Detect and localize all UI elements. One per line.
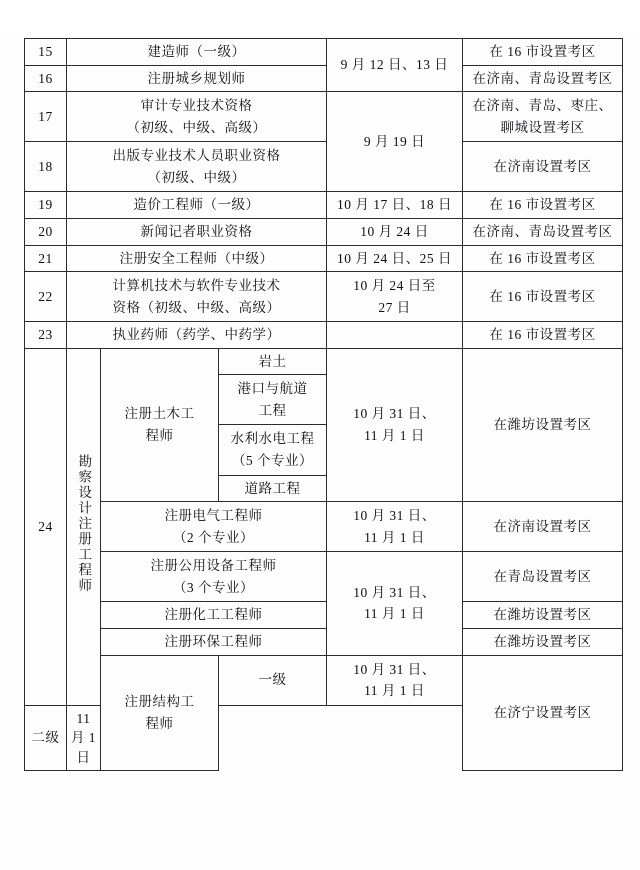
- group-vertical-label-text: 勘察设计注册工程师: [76, 454, 92, 594]
- exam-region: 在青岛设置考区: [463, 552, 623, 602]
- exam-region: 在潍坊设置考区: [463, 348, 623, 501]
- document-page: [0, 38, 640, 870]
- exam-name: 审计专业技术资格 （初级、中级、高级）: [67, 92, 327, 142]
- row-number: 22: [25, 272, 67, 322]
- exam-name: 新闻记者职业资格: [67, 218, 327, 245]
- table-row: [25, 142, 623, 192]
- exam-date: 10 月 31 日、 11 月 1 日: [327, 502, 463, 552]
- table-row: [25, 65, 623, 92]
- row-number: 24: [25, 348, 67, 705]
- sub-exam-name: 注册电气工程师 （2 个专业）: [101, 502, 327, 552]
- table-row: [25, 552, 623, 602]
- exam-region: 在济南、青岛设置考区: [463, 218, 623, 245]
- row-number: 21: [25, 245, 67, 272]
- row-number: 20: [25, 218, 67, 245]
- exam-region: 在济南设置考区: [463, 502, 623, 552]
- sub-exam-spec: 港口与航道 工程: [219, 375, 327, 425]
- table-row: [25, 502, 623, 552]
- exam-date: 10 月 24 日、25 日: [327, 245, 463, 272]
- exam-region: 在潍坊设置考区: [463, 602, 623, 629]
- table-row: [25, 92, 623, 142]
- table-row: [25, 655, 623, 705]
- sub-exam-name: 注册土木工 程师: [101, 348, 219, 501]
- exam-region: 在 16 市设置考区: [463, 322, 623, 349]
- exam-region: 在 16 市设置考区: [463, 272, 623, 322]
- table-row: [25, 245, 623, 272]
- exam-name: 出版专业技术人员职业资格 （初级、中级）: [67, 142, 327, 192]
- sub-exam-name: 注册环保工程师: [101, 628, 327, 655]
- sub-exam-name: 注册公用设备工程师 （3 个专业）: [101, 552, 327, 602]
- sub-exam-name: 注册结构工 程师: [101, 655, 219, 771]
- exam-date: 10 月 31 日、 11 月 1 日: [327, 655, 463, 705]
- sub-exam-spec: 岩土: [219, 348, 327, 375]
- table-row: [25, 192, 623, 219]
- table-row: [25, 322, 623, 349]
- exam-name: 建造师（一级）: [67, 39, 327, 66]
- exam-date: 10 月 24 日至 27 日: [327, 272, 463, 322]
- exam-region: 在济南、青岛、枣庄、 聊城设置考区: [463, 92, 623, 142]
- exam-name: 执业药师（药学、中药学）: [67, 322, 327, 349]
- table-row: [25, 602, 623, 629]
- table-row: [25, 348, 623, 375]
- row-number: 23: [25, 322, 67, 349]
- table-row: [25, 628, 623, 655]
- exam-date: 10 月 31 日、 11 月 1 日: [327, 348, 463, 501]
- exam-region: 在 16 市设置考区: [463, 39, 623, 66]
- table-row: [25, 272, 623, 322]
- exam-region: 在济宁设置考区: [463, 655, 623, 771]
- exam-name: 计算机技术与软件专业技术 资格（初级、中级、高级）: [67, 272, 327, 322]
- row-number: 17: [25, 92, 67, 142]
- exam-region: 在潍坊设置考区: [463, 628, 623, 655]
- row-number: 16: [25, 65, 67, 92]
- sub-exam-spec: 一级: [219, 655, 327, 705]
- table-row: [25, 39, 623, 66]
- exam-date: 9 月 19 日: [327, 92, 463, 192]
- exam-name: 造价工程师（一级）: [67, 192, 327, 219]
- exam-region: 在 16 市设置考区: [463, 245, 623, 272]
- exam-region: 在 16 市设置考区: [463, 192, 623, 219]
- exam-date: [327, 322, 463, 349]
- sub-exam-spec: 二级: [25, 705, 67, 771]
- exam-date: 10 月 31 日、 11 月 1 日: [327, 552, 463, 655]
- sub-exam-name: 注册化工工程师: [101, 602, 327, 629]
- sub-exam-spec: 道路工程: [219, 475, 327, 502]
- exam-name: 注册城乡规划师: [67, 65, 327, 92]
- sub-exam-spec: 水利水电工程 （5 个专业）: [219, 425, 327, 475]
- table-row: [25, 218, 623, 245]
- row-number: 19: [25, 192, 67, 219]
- group-vertical-label: [67, 348, 101, 705]
- exam-date: 11 月 1 日: [67, 705, 101, 771]
- exam-name: 注册安全工程师（中级）: [67, 245, 327, 272]
- exam-schedule-table: [24, 38, 623, 771]
- exam-date: 9 月 12 日、13 日: [327, 39, 463, 92]
- row-number: 18: [25, 142, 67, 192]
- row-number: 15: [25, 39, 67, 66]
- exam-date: 10 月 24 日: [327, 218, 463, 245]
- exam-region: 在济南、青岛设置考区: [463, 65, 623, 92]
- exam-date: 10 月 17 日、18 日: [327, 192, 463, 219]
- exam-region: 在济南设置考区: [463, 142, 623, 192]
